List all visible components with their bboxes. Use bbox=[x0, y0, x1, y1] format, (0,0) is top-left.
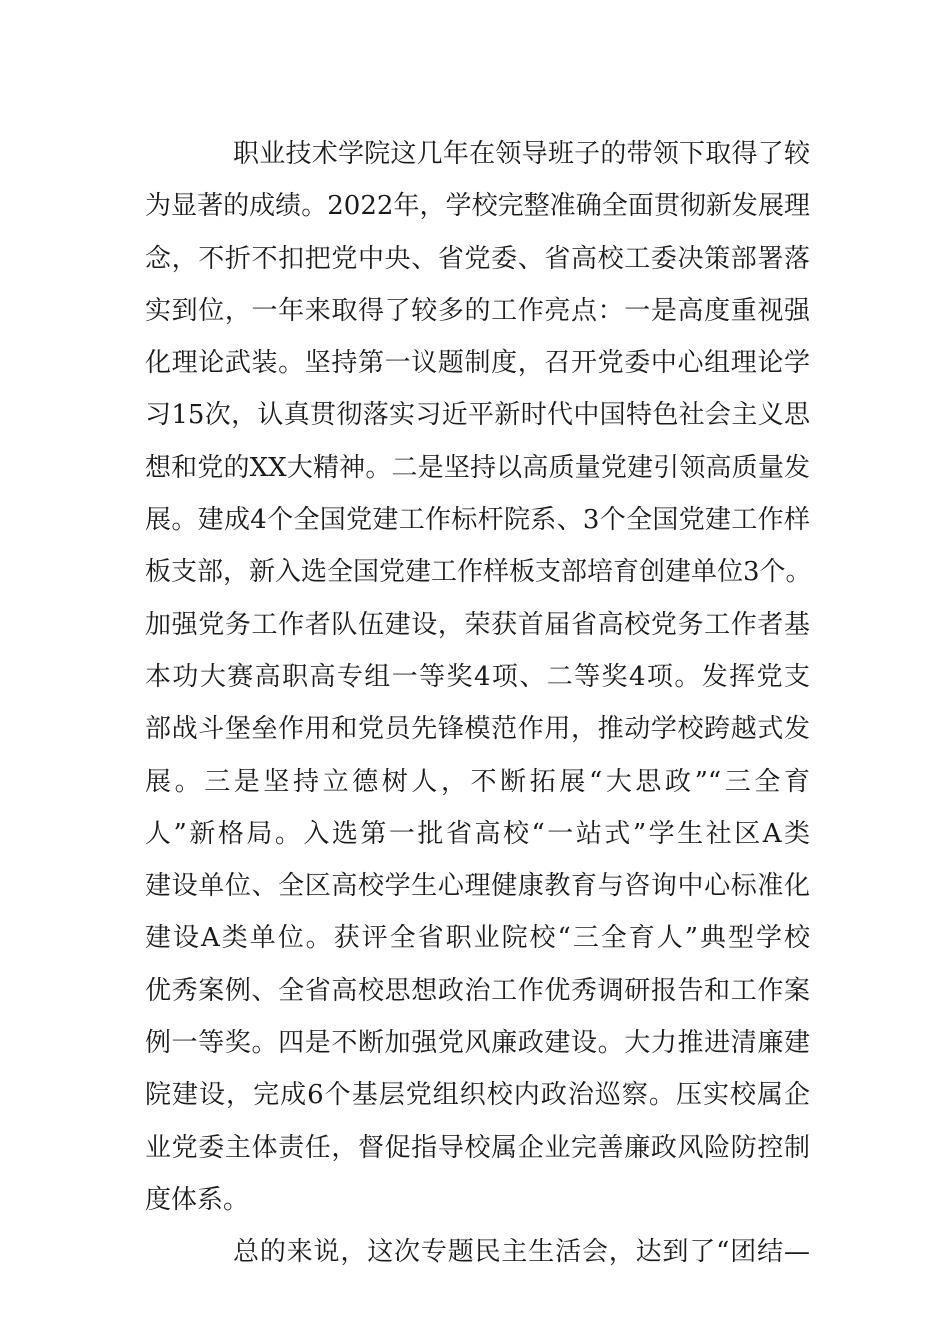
text-line: 展。三是坚持立德树人，不断拓展“大思政”“三全育 bbox=[145, 766, 810, 797]
text-line: 优秀案例、全省高校思想政治工作优秀调研报告和工作案 bbox=[145, 975, 810, 1006]
text-line: 习15次，认真贯彻落实习近平新时代中国特色社会主义思 bbox=[145, 400, 810, 431]
text-line: 本功大赛高职高专组一等奖4项、二等奖4项。发挥党支 bbox=[145, 661, 810, 692]
text-line: 想和党的XX大精神。二是坚持以高质量党建引领高质量发 bbox=[145, 452, 810, 483]
text-line: 实到位，一年来取得了较多的工作亮点：一是高度重视强 bbox=[145, 295, 810, 326]
text-line: 加强党务工作者队伍建设，荣获首届省高校党务工作者基 bbox=[145, 609, 810, 640]
text-line: 度体系。 bbox=[145, 1184, 250, 1215]
text-line: 职业技术学院这几年在领导班子的带领下取得了较 bbox=[233, 139, 810, 169]
text-line: 建设单位、全区高校学生心理健康教育与咨询中心标准化 bbox=[145, 871, 810, 902]
text-line: 化理论武装。坚持第一议题制度，召开党委中心组理论学 bbox=[145, 348, 810, 379]
text-line: 人”新格局。入选第一批省高校“一站式”学生社区A类 bbox=[145, 818, 810, 849]
text-line: 业党委主体责任，督促指导校属企业完善廉政风险防控制 bbox=[145, 1132, 810, 1163]
paragraph-summary bbox=[145, 1226, 810, 1278]
text-line: 板支部，新入选全国党建工作样板支部培育创建单位3个。 bbox=[145, 557, 812, 588]
text-line: 部战斗堡垒作用和党员先锋模范作用，推动学校跨越式发 bbox=[145, 714, 810, 745]
text-line: 为显著的成绩。2022年，学校完整准确全面贯彻新发展理 bbox=[145, 191, 810, 222]
paragraph-achievements bbox=[145, 128, 810, 1226]
text-line: 院建设，完成6个基层党组织校内政治巡察。压实校属企 bbox=[145, 1080, 810, 1111]
text-line: 例一等奖。四是不断加强党风廉政建设。大力推进清廉建 bbox=[145, 1028, 810, 1059]
text-line: 建设A类单位。获评全省职业院校“三全育人”典型学校 bbox=[145, 923, 810, 954]
text-line: 展。建成4个全国党建工作标杆院系、3个全国党建工作样 bbox=[145, 505, 810, 536]
document-body bbox=[145, 128, 810, 1279]
text-line: 念，不折不扣把党中央、省党委、省高校工委决策部署落 bbox=[145, 243, 810, 274]
text-line: 总的来说，这次专题民主生活会，达到了“团结— bbox=[233, 1237, 810, 1268]
